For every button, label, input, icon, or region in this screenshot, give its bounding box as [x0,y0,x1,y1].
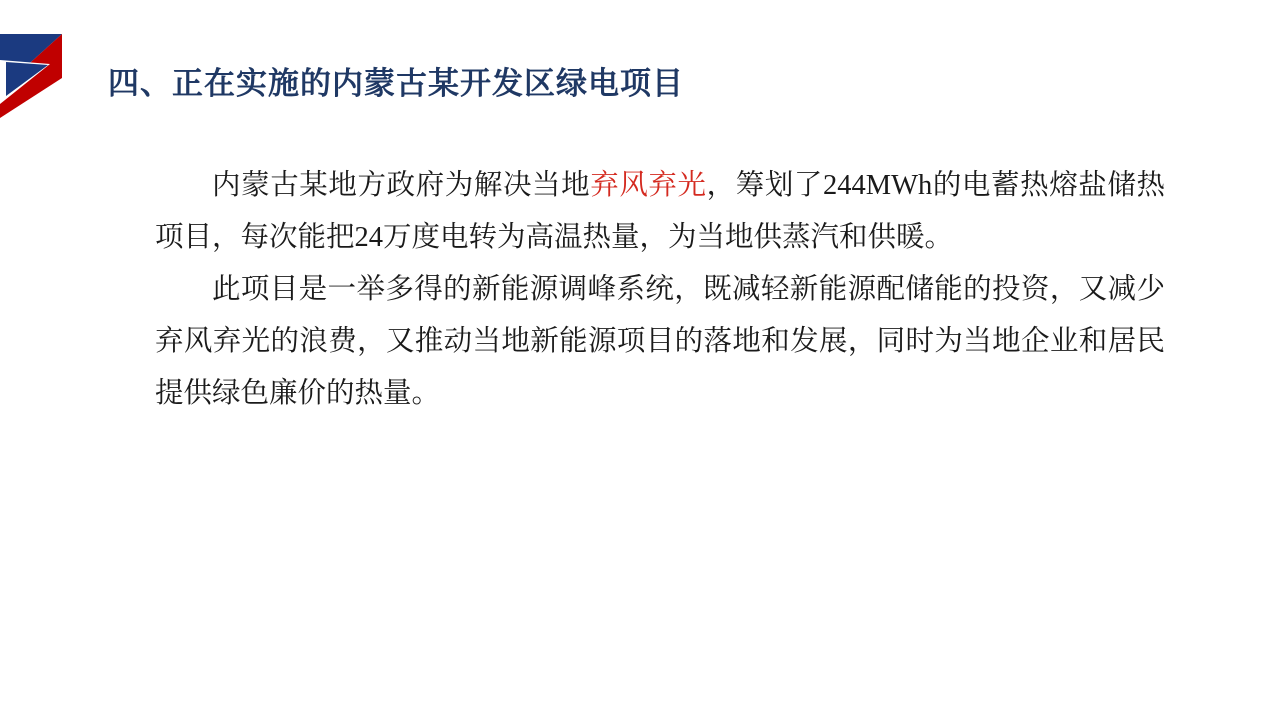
corner-arrow-mark [0,34,72,118]
paragraph-1-highlight: 弃风弃光 [590,170,707,201]
paragraph-1-segment-3: ，筹划了244MWh的电蓄热熔盐储热项目，每次能把24万度电转为高温热量，为当地供蒸汽和供暖。 [155,170,1165,253]
paragraph-2-segment-1: 此项目是一举多得的新能源调峰系统，既减轻新能源配储能的投资，又减少弃风弃光的浪费，又推动当地新能源项目的落地和发展，同时为当地企业和居民提供绿色廉价的热量。 [155,274,1165,409]
paragraph-1-segment-1: 内蒙古某地方政府为解决当地 [212,170,591,201]
slide-body [155,160,1165,420]
page-title: 四、正在实施的内蒙古某开发区绿电项目 [108,66,684,101]
paragraph-1 [155,160,1165,264]
paragraph-2 [155,264,1165,420]
